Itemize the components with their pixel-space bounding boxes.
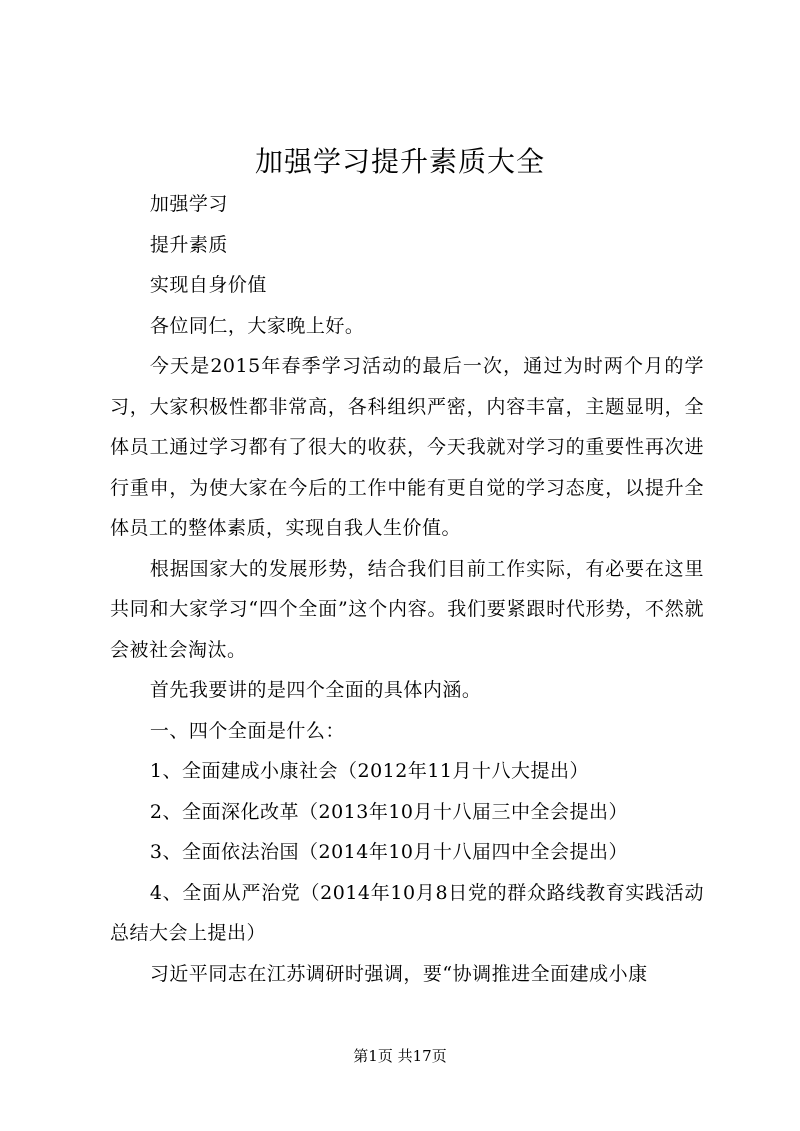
list-item-3: 3、全面依法治国（2014年10月十八届四中全会提出） (149, 841, 629, 863)
paragraph-greeting: 各位同仁，大家晚上好。 (149, 314, 365, 337)
list-item-1: 1、全面建成小康社会（2012年11月十八大提出） (149, 760, 590, 782)
paragraph-heading-2: 提升素质 (149, 233, 228, 256)
list-item-2: 2、全面深化改革（2013年10月十八届三中全会提出） (149, 800, 629, 823)
paragraph-heading-1: 加强学习 (149, 193, 228, 215)
page-footer: 第1页 共17页 (353, 1047, 447, 1065)
paragraph-quote: 习近平同志在江苏调研时强调，要“协调推进全面建成小康 (149, 962, 648, 985)
paragraph-intro: 今天是2015年春季学习活动的最后一次，通过为时两个月的学习，大家积极性都非常高，各科组织严密，内容丰富，主题显明，全体员工通过学习都有了很大的收获，今天我就对学习的重要性再次进行重申，为使大家在今后的工作中能有更自觉的学习态度，以提升全体员工的整体素质，实现自我人生价值。 (110, 355, 704, 539)
paragraph-heading-3: 实现自身价值 (149, 274, 267, 296)
paragraph-first-point: 首先我要讲的是四个全面的具体内涵。 (149, 679, 482, 701)
document-body (110, 184, 704, 994)
document-title: 加强学习提升素质大全 (254, 145, 545, 178)
paragraph-context: 根据国家大的发展形势，结合我们目前工作实际，有必要在这里共同和大家学习“四个全面”这个内容。我们要紧跟时代形势，不然就会被社会淘汰。 (110, 557, 704, 661)
list-item-4: 4、全面从严治党（2014年10月8日党的群众路线教育实践活动总结大会上提出） (110, 881, 704, 944)
paragraph-section-heading: 一、四个全面是什么： (149, 719, 345, 742)
